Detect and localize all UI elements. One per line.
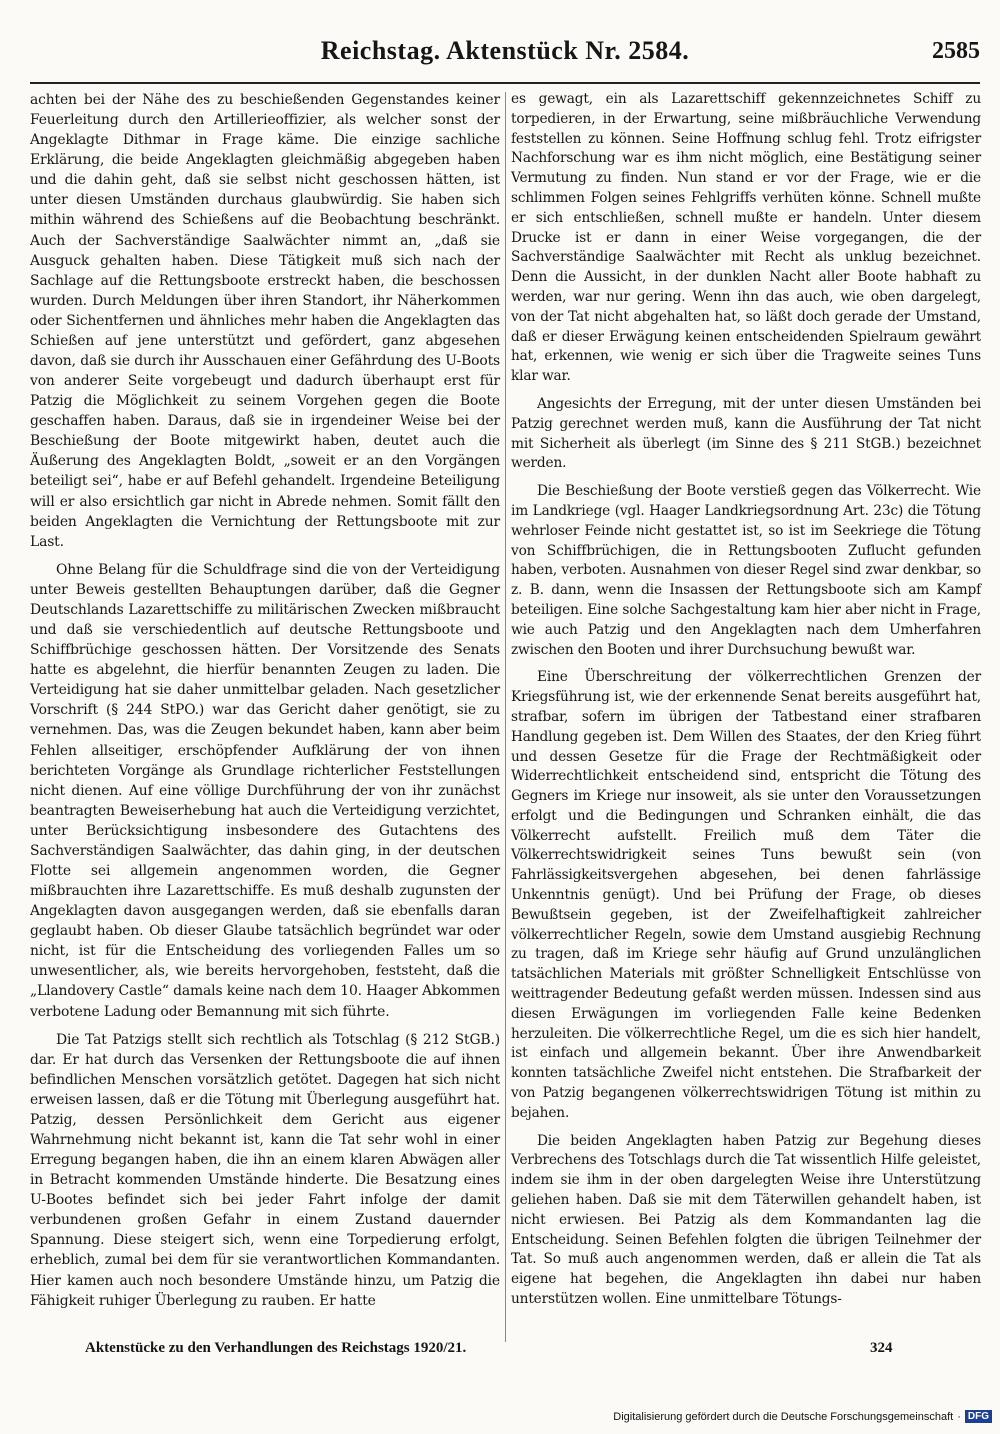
left-paragraph-3: Die Tat Patzigs stellt sich rechtlich als Totschlag (§ 212 StGB.) dar. Er hat durch das Versenken der Rettungsboote die auf ihnen befindlichen Menschen vorsätzlich getötet. Dagegen hat sich nicht erweisen lassen, daß er die Tötung mit Überlegung ausgeführt hat. Patzig, dessen Persönlichkeit dem Gericht aus eigener Wahrnehmung nicht bekannt ist, kann die Tat sehr wohl in einer Erregung begangen haben, die ihn an einem klaren Abwägen aller in Betracht kommenden Umstände hinderte. Die Besatzung eines U-Bootes befindet sich bei jeder Fahrt infolge der damit verbundenen großen Gefahr in einem Zustand dauernder Spannung. Diese steigert sich, wenn eine Torpedierung erfolgt, erheblich, zumal bei dem für sie verantwortlichen Kommandanten. Hier kamen auch noch besondere Umstände hinzu, um Patzig die Fähigkeit ruhiger Überlegung zu rauben. Er hatte <box>30 1031 500 1309</box>
right-paragraph-2: Angesichts der Erregung, mit der unter diesen Umständen bei Patzig gerechnet werden muß, kann die Ausführung der Tat nicht mit Sicherheit als überlegt (im Sinne des § 211 StGB.) bezeichnet werden. <box>511 395 981 472</box>
footer-sheet-number: 324 <box>870 1340 893 1356</box>
credit-text: Digitalisierung gefördert durch die Deutsche Forschungsgemeinschaft <box>613 1410 954 1423</box>
header-title: Reichstag. Aktenstück Nr. 2584. <box>320 36 690 65</box>
page-footer <box>30 1340 980 1364</box>
digitization-credit <box>613 1410 992 1423</box>
column-divider <box>505 92 506 1342</box>
right-paragraph-5: Die beiden Angeklagten haben Patzig zur Begehung dieses Verbrechens des Totschlags durch die Tat wissentlich Hilfe geleistet, indem sie ihm in der oben dargelegten Weise ihre Unterstützung geliehen haben. Daß sie mit dem Täterwillen gehandelt haben, ist nicht erwiesen. Bei Patzig als dem Kommandanten lag die Entscheidung. Seinen Befehlen folgten die übrigen Teilnehmer der Tat. So muß auch angenommen werden, daß er allein die Tat als eigene hat begehen, die Angeklagten ihn dabei nur haben unterstützen wollen. Eine unmittelbare Tötungs- <box>511 1132 981 1308</box>
credit-separator-icon: · <box>957 1410 961 1423</box>
page-header <box>30 36 980 76</box>
dfg-logo-icon: DFG <box>965 1410 992 1423</box>
right-paragraph-1: es gewagt, ein als Lazarettschiff gekennzeichnetes Schiff zu torpedieren, in der Erwartung, seine mißbräuchliche Verwendung feststellen zu können. Seine Hoffnung schlug fehl. Trotz eifrigster Nachforschung war es ihm nicht möglich, eine Bestätigung seiner Vermutung zu finden. Nun stand er vor der Frage, wie er die schlimmen Folgen seines Fehlgriffs verhüten könne. Schnell mußte er sich entschließen, schnell mußte er handeln. Unter diesem Drucke ist er dann in einer Weise vorgegangen, die der Sachverständige Saalwächter mit Recht als unklug bezeichnet. Denn die Aussicht, in der dunklen Nacht aller Boote habhaft zu werden, war nur gering. Wenn ihn das auch, wie oben dargelegt, von der Tat nicht abgehalten hat, so läßt doch gerade der Umstand, daß er dieser Erwägung keinen entscheidenden Spielraum gewährt hat, erkennen, wie wenig er sich über die Tragweite seines Tuns klar war. <box>511 91 981 385</box>
right-paragraph-3: Die Beschießung der Boote verstieß gegen das Völkerrecht. Wie im Landkriege (vgl. Haager Landkriegsordnung Art. 23c) die Tötung wehrloser Feinde nicht gestattet ist, so ist im Seekriege die Tötung von Schiffbrüchigen, die in Rettungsbooten Zuflucht gefunden haben, verboten. Ausnahmen von dieser Regel sind zwar denkbar, so z. B. dann, wenn die Insassen der Rettungsboote sich am Kampf beteiligen. Eine solche Sachgestaltung kam hier aber nicht in Frage, wie auch Patzig und den Angeklagten nach dem Umherfahren zwischen den Booten und ihrer Durchsuchung bewußt war. <box>511 483 981 658</box>
left-paragraph-2: Ohne Belang für die Schuldfrage sind die von der Verteidigung unter Beweis gestellten Behauptungen darüber, daß die Gegner Deutschlands Lazarettschiffe zu militärischen Zwecken mißbraucht und daß sie verschiedentlich auf deutsche Rettungsboote und Schiffbrüchige geschossen hätten. Der Vorsitzende des Senats hatte es abgelehnt, die hierfür benannten Zeugen zu laden. Die Verteidigung hat sie daher unmittelbar geladen. Nach gesetzlicher Vorschrift (§ 244 StPO.) war das Gericht daher genötigt, sie zu vernehmen. Das, was die Zeugen bekundet haben, kann aber beim Fehlen allseitiger, erschöpfender Aufklärung der von ihnen berichteten Vorgänge als Grundlage richterlicher Feststellungen nicht dienen. Auf eine völlige Durchführung der von ihr zunächst beantragten Beweiserhebung hat auch die Verteidigung verzichtet, unter Berücksichtigung insbesondere des Gutachtens des Sachverständigen Saalwächter, das dahin ging, in der deutschen Flotte sei allgemein angenommen worden, die Gegner mißbrauchten ihre Lazarettschiffe. Es muß deshalb zugunsten der Angeklagten davon ausgegangen werden, daß sie ebenfalls daran geglaubt haben. Ob dieser Glaube tatsächlich begründet war oder nicht, ist für die Entscheidung des vorliegenden Falles um so unwesentlicher, als, wie bereits hervorgehoben, feststeht, daß die „Llandovery Castle“ damals keine nach dem 10. Haager Abkommen verbotene Ladung oder Bemannung mit sich führte. <box>30 561 500 1020</box>
right-paragraph-4: Eine Überschreitung der völkerrechtlichen Grenzen der Kriegsführung ist, wie der erkennende Senat bereits ausgeführt hat, strafbar, sofern im übrigen der Tatbestand einer strafbaren Handlung gegeben ist. Dem Willen des Staates, der den Krieg führt und dessen Gesetze für die Frage der Rechtmäßigkeit oder Widerrechtlichkeit entscheidend sind, entspricht die Tötung des Gegners im Kriege nur insoweit, als sie unter den Voraussetzungen erfolgt und die Bedingungen und Schranken einhält, die das Völkerrecht aufstellt. Freilich muß dem Täter die Völkerrechtswidrigkeit seines Tuns bewußt sein (von Fahrlässigkeitsvergehen abgesehen, bei denen fahrlässige Unkenntnis genügt). Und bei Prüfung der Frage, ob dieses Bewußtsein gegeben, ist der Zweifelhaftigkeit zahlreicher völkerrechtlicher Regeln, sowie dem Umstand ausgiebig Rechnung zu tragen, daß im Kriege sehr häufig auf Grund unzulänglichen tatsächlichen Materials mit größter Schnelligkeit Entschlüsse von weittragender Bedeutung gefaßt werden müssen. Indessen sind aus diesen Erwägungen im vorliegenden Falle keine Bedenken herzuleiten. Die völkerrechtliche Regel, um die es sich hier handelt, ist einfach und allgemein bekannt. Über ihre Anwendbarkeit konnten tatsächliche Zweifel nicht entstehen. Die Strafbarkeit der von Patzig begangenen völkerrechtswidrigen Tötung ist mithin zu bejahen. <box>511 669 981 1121</box>
left-column <box>30 90 500 1311</box>
left-paragraph-1: achten bei der Nähe des zu beschießenden Gegenstandes keiner Feuerleitung durch den Artillerieoffizier, als welcher sonst der Angeklagte Dithmar in Frage käme. Die einzige sachliche Erklärung, die beide Angeklagten gleichmäßig abgegeben haben und die dahin geht, daß sie selbst nicht geschossen hätten, ist unter diesen Umständen durchaus glaubwürdig. Sie haben sich mithin während des Schießens auf die Beobachtung beschränkt. Auch der Sachverständige Saalwächter nimmt an, „daß sie Ausguck gehalten haben. Diese Tätigkeit muß sich nach der Sachlage auf die Rettungsboote erstreckt haben, die beschossen wurden. Durch Meldungen über ihren Standort, ihr Näherkommen oder Sichentfernen und ähnliches mehr haben die Angeklagten das Schießen auf jene unterstützt und gefördert, ganz abgesehen davon, daß sie durch ihr Ausschauen einer Gefährdung des U-Boots von anderer Seite vorgebeugt und dadurch überhaupt erst für Patzig die Möglichkeit zu seinem Vorgehen gegen die Boote geschaffen haben. Daraus, daß sie in irgendeiner Weise bei der Beschießung der Boote mitgewirkt haben, deutet auch die Äußerung des Angeklagten Boldt, „soweit er an den Vorgängen beteiligt sei“, habe er auf Befehl gehandelt. Irgendeine Beteiligung will er also ersichtlich gar nicht in Abrede nehmen. Somit fällt den beiden Angeklagten die Vernichtung der Rettungsboote mit zur Last. <box>30 92 500 550</box>
footer-publication: Aktenstücke zu den Verhandlungen des Reichstags 1920/21. <box>85 1340 467 1356</box>
right-column <box>511 90 981 1310</box>
header-rule <box>30 82 980 84</box>
header-page-number: 2585 <box>932 38 980 64</box>
